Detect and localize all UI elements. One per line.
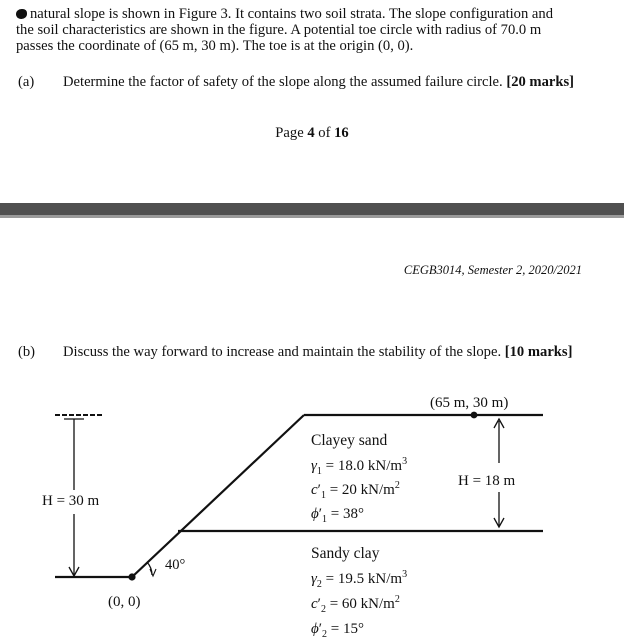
upper-layer-cohesion: $c'_1 = 20$ $kN/m^2$ bbox=[311, 480, 400, 501]
lower-layer-unit-weight: $\gamma_2 = 19.5$ $kN/m^3$ bbox=[311, 569, 408, 590]
toe-coordinate-label: (0, 0) bbox=[108, 594, 141, 610]
upper-layer-unit-weight: $\gamma_1 = 18.0$ $kN/m^3$ bbox=[311, 456, 408, 477]
slope-angle-arrow-icon bbox=[150, 569, 156, 576]
toe-point bbox=[128, 573, 135, 580]
height-30-label: H = 30 m bbox=[42, 493, 100, 509]
question-b-marks: [10 marks] bbox=[504, 344, 573, 360]
slope-angle-label: 40° bbox=[165, 557, 186, 573]
problem-line-3: passes the coordinate of (65 m, 30 m). The toe is at the origin (0, 0). bbox=[16, 38, 414, 54]
page-number: Page 4 of 16 bbox=[275, 125, 349, 141]
question-a-label: (a) bbox=[18, 74, 35, 90]
crest-point bbox=[471, 412, 478, 419]
question-a-marks: [20 marks] bbox=[506, 74, 575, 90]
lower-layer-name: Sandy clay bbox=[311, 545, 380, 562]
question-a-text: Determine the factor of safety of the slope along the assumed failure circle. [20 marks] bbox=[63, 74, 575, 90]
upper-layer-name: Clayey sand bbox=[311, 432, 388, 449]
upper-layer-friction-angle: $\phi'_1 = 38^\circ$ bbox=[311, 506, 365, 525]
slope-face-line bbox=[132, 415, 304, 577]
lower-layer-friction-angle: $\phi'_2 = 15^\circ$ bbox=[311, 621, 365, 640]
crest-coordinate-label: (65 m, 30 m) bbox=[430, 395, 509, 411]
problem-line-1: natural slope is shown in Figure 3. It contains two soil strata. The slope configuration and bbox=[16, 6, 614, 22]
problem-line-2: the soil characteristics are shown in the figure. A potential toe circle with radius of 70.0 m bbox=[16, 22, 542, 38]
running-header: CEGB3014, Semester 2, 2020/2021 bbox=[403, 263, 582, 277]
lower-layer-cohesion: $c'_2 = 60$ $kN/m^2$ bbox=[311, 594, 400, 615]
question-b-label: (b) bbox=[18, 344, 36, 360]
question-b-text: Discuss the way forward to increase and maintain the stability of the slope. [10 marks] bbox=[63, 344, 573, 360]
height-18-label: H = 18 m bbox=[458, 473, 516, 489]
